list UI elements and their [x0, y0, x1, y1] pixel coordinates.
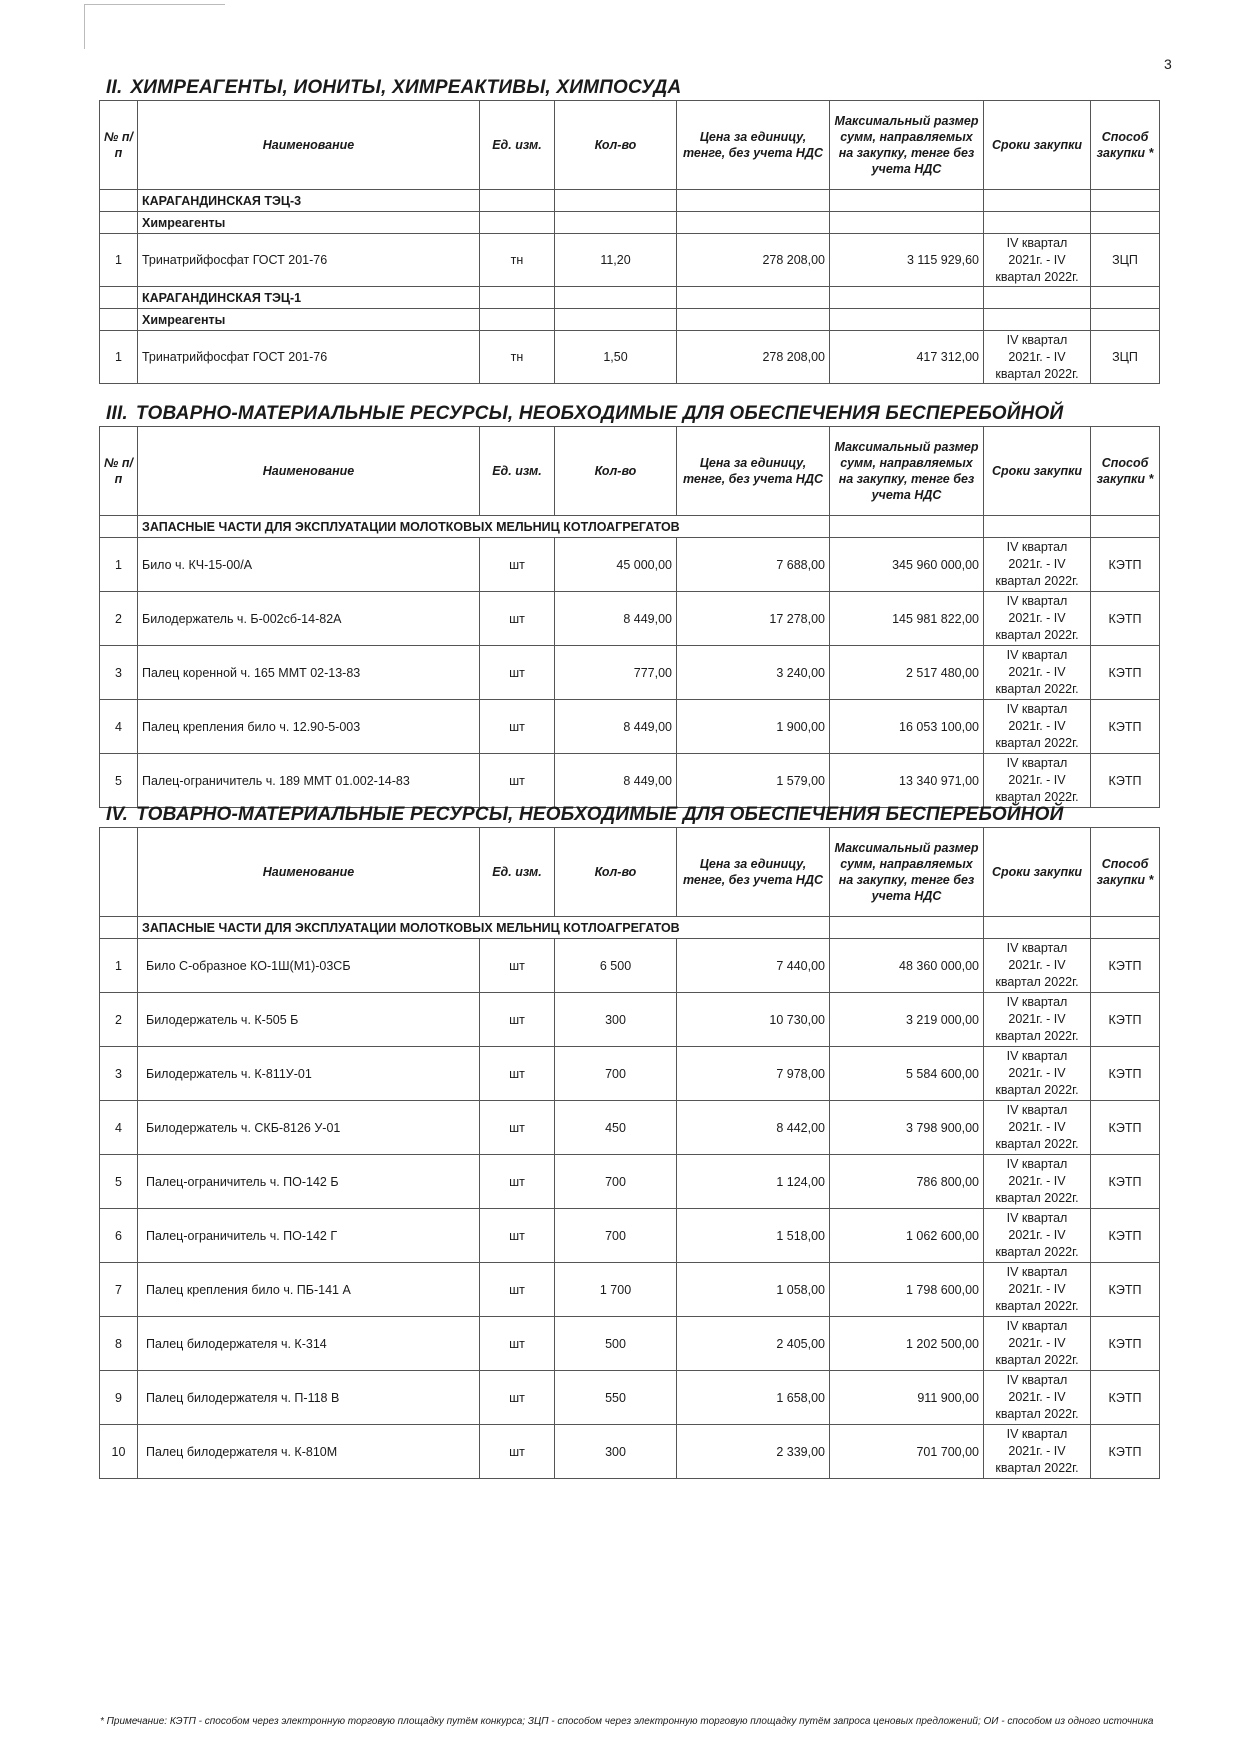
table-row: [100, 993, 1160, 1047]
row-num: 1: [100, 331, 138, 384]
group-label: КАРАГАНДИНСКАЯ ТЭЦ-1: [138, 287, 480, 309]
table-row: [100, 538, 1160, 592]
row-num: 2: [100, 993, 138, 1047]
row-unit: шт: [480, 1371, 555, 1425]
row-method: КЭТП: [1091, 754, 1160, 808]
row-method: КЭТП: [1091, 700, 1160, 754]
row-sum: 1 062 600,00: [830, 1209, 984, 1263]
row-sum: 3 115 929,60: [830, 234, 984, 287]
row-price: 2 405,00: [677, 1317, 830, 1371]
col-term-header: Сроки закупки: [984, 427, 1091, 516]
row-name: Билодержатель ч. К-811У-01: [138, 1047, 480, 1101]
row-term: IV квартал 2021г. - IV квартал 2022г.: [984, 331, 1091, 384]
row-num: 5: [100, 754, 138, 808]
row-unit: шт: [480, 538, 555, 592]
col-qty-header: Кол-во: [555, 101, 677, 190]
row-price: 10 730,00: [677, 993, 830, 1047]
row-sum: 701 700,00: [830, 1425, 984, 1479]
section-2-number: II.: [106, 77, 123, 98]
row-term: IV квартал 2021г. - IV квартал 2022г.: [984, 1371, 1091, 1425]
subgroup-row: [100, 212, 1160, 234]
table-row: [100, 646, 1160, 700]
row-price: 1 058,00: [677, 1263, 830, 1317]
row-method: КЭТП: [1091, 993, 1160, 1047]
row-term: IV квартал 2021г. - IV квартал 2022г.: [984, 1101, 1091, 1155]
table-row: [100, 592, 1160, 646]
group-row: [100, 190, 1160, 212]
table-row: [100, 1425, 1160, 1479]
col-price-header: Цена за единицу, тенге, без учета НДС: [677, 427, 830, 516]
row-qty: 500: [555, 1317, 677, 1371]
row-name: Палец-ограничитель ч. ПО-142 Б: [138, 1155, 480, 1209]
row-qty: 700: [555, 1155, 677, 1209]
col-price-header: Цена за единицу, тенге, без учета НДС: [677, 828, 830, 917]
row-unit: шт: [480, 1155, 555, 1209]
row-qty: 8 449,00: [555, 754, 677, 808]
col-unit-header: Ед. изм.: [480, 427, 555, 516]
row-num: 5: [100, 1155, 138, 1209]
table-row: [100, 1263, 1160, 1317]
group-label: ЗАПАСНЫЕ ЧАСТИ ДЛЯ ЭКСПЛУАТАЦИИ МОЛОТКОВЫХ МЕЛЬНИЦ КОТЛОАГРЕГАТОВ: [138, 917, 830, 939]
row-sum: 48 360 000,00: [830, 939, 984, 993]
row-sum: 911 900,00: [830, 1371, 984, 1425]
row-num: 3: [100, 1047, 138, 1101]
row-unit: тн: [480, 234, 555, 287]
row-method: КЭТП: [1091, 939, 1160, 993]
row-method: ЗЦП: [1091, 234, 1160, 287]
table-row: [100, 939, 1160, 993]
row-method: КЭТП: [1091, 1155, 1160, 1209]
row-method: КЭТП: [1091, 1101, 1160, 1155]
row-term: IV квартал 2021г. - IV квартал 2022г.: [984, 754, 1091, 808]
col-unit-header: Ед. изм.: [480, 828, 555, 917]
group-label: ЗАПАСНЫЕ ЧАСТИ ДЛЯ ЭКСПЛУАТАЦИИ МОЛОТКОВЫХ МЕЛЬНИЦ КОТЛОАГРЕГАТОВ: [138, 516, 830, 538]
row-unit: шт: [480, 1101, 555, 1155]
row-name: Палец билодержателя ч. К-810М: [138, 1425, 480, 1479]
row-unit: шт: [480, 1263, 555, 1317]
row-qty: 6 500: [555, 939, 677, 993]
row-qty: 8 449,00: [555, 592, 677, 646]
subgroup-label: Химреагенты: [138, 212, 480, 234]
row-term: IV квартал 2021г. - IV квартал 2022г.: [984, 538, 1091, 592]
row-unit: шт: [480, 1425, 555, 1479]
row-name: Било С-образное КО-1Ш(М1)-03СБ: [138, 939, 480, 993]
row-qty: 700: [555, 1209, 677, 1263]
row-sum: 345 960 000,00: [830, 538, 984, 592]
row-num: 4: [100, 700, 138, 754]
row-price: 1 658,00: [677, 1371, 830, 1425]
row-qty: 8 449,00: [555, 700, 677, 754]
row-name: Било ч. КЧ-15-00/А: [138, 538, 480, 592]
row-price: 1 124,00: [677, 1155, 830, 1209]
section-4-number: IV.: [106, 804, 129, 825]
row-unit: тн: [480, 331, 555, 384]
row-num: 1: [100, 234, 138, 287]
row-term: IV квартал 2021г. - IV квартал 2022г.: [984, 234, 1091, 287]
row-qty: 450: [555, 1101, 677, 1155]
row-qty: 300: [555, 993, 677, 1047]
row-num: 9: [100, 1371, 138, 1425]
row-sum: 786 800,00: [830, 1155, 984, 1209]
group-row: [100, 287, 1160, 309]
row-term: IV квартал 2021г. - IV квартал 2022г.: [984, 1047, 1091, 1101]
row-num: 6: [100, 1209, 138, 1263]
row-term: IV квартал 2021г. - IV квартал 2022г.: [984, 939, 1091, 993]
row-term: IV квартал 2021г. - IV квартал 2022г.: [984, 592, 1091, 646]
row-method: КЭТП: [1091, 646, 1160, 700]
table-section-3: [99, 426, 1160, 808]
col-num-header: № п/п: [100, 101, 138, 190]
col-qty-header: Кол-во: [555, 427, 677, 516]
col-name-header: Наименование: [138, 427, 480, 516]
row-term: IV квартал 2021г. - IV квартал 2022г.: [984, 1317, 1091, 1371]
row-unit: шт: [480, 993, 555, 1047]
page-number: 3: [1164, 56, 1172, 72]
row-name: Билодержатель ч. К-505 Б: [138, 993, 480, 1047]
row-unit: шт: [480, 1209, 555, 1263]
row-sum: 2 517 480,00: [830, 646, 984, 700]
table-row: [100, 700, 1160, 754]
table-row: [100, 1155, 1160, 1209]
footnote: * Примечание: КЭТП - способом через электронную торговую площадку путём конкурса; ЗЦП - способом через электронную торговую площадку путём запроса ценовых предложений; ОИ - способом из одного источника: [100, 1716, 1154, 1727]
row-method: ЗЦП: [1091, 331, 1160, 384]
row-name: Палец билодержателя ч. П-118 В: [138, 1371, 480, 1425]
row-name: Тринатрийфосфат ГОСТ 201-76: [138, 234, 480, 287]
section-4-heading: ТОВАРНО-МАТЕРИАЛЬНЫЕ РЕСУРСЫ, НЕОБХОДИМЫЕ ДЛЯ ОБЕСПЕЧЕНИЯ БЕСПЕРЕБОЙНОЙ: [136, 804, 1064, 825]
row-name: Тринатрийфосфат ГОСТ 201-76: [138, 331, 480, 384]
row-price: 1 579,00: [677, 754, 830, 808]
row-term: IV квартал 2021г. - IV квартал 2022г.: [984, 1263, 1091, 1317]
row-unit: шт: [480, 939, 555, 993]
row-qty: 777,00: [555, 646, 677, 700]
col-method-header: Способ закупки *: [1091, 828, 1160, 917]
col-qty-header: Кол-во: [555, 828, 677, 917]
col-name-header: Наименование: [138, 101, 480, 190]
row-num: 1: [100, 538, 138, 592]
row-name: Палец крепления било ч. 12.90-5-003: [138, 700, 480, 754]
row-term: IV квартал 2021г. - IV квартал 2022г.: [984, 1155, 1091, 1209]
table-row: [100, 1209, 1160, 1263]
row-name: Палец-ограничитель ч. ПО-142 Г: [138, 1209, 480, 1263]
row-qty: 1 700: [555, 1263, 677, 1317]
row-sum: 145 981 822,00: [830, 592, 984, 646]
row-num: 10: [100, 1425, 138, 1479]
col-method-header: Способ закупки *: [1091, 427, 1160, 516]
row-method: КЭТП: [1091, 1317, 1160, 1371]
row-name: Палец коренной ч. 165 ММТ 02-13-83: [138, 646, 480, 700]
row-price: 278 208,00: [677, 234, 830, 287]
group-row: [100, 516, 1160, 538]
table-row: [100, 1371, 1160, 1425]
row-price: 2 339,00: [677, 1425, 830, 1479]
row-sum: 13 340 971,00: [830, 754, 984, 808]
row-qty: 1,50: [555, 331, 677, 384]
row-sum: 3 219 000,00: [830, 993, 984, 1047]
row-name: Палец-ограничитель ч. 189 ММТ 01.002-14-83: [138, 754, 480, 808]
subgroup-label: Химреагенты: [138, 309, 480, 331]
row-name: Палец крепления било ч. ПБ-141 А: [138, 1263, 480, 1317]
row-term: IV квартал 2021г. - IV квартал 2022г.: [984, 1425, 1091, 1479]
col-sum-header: Максимальный размер сумм, направляемых на закупку, тенге без учета НДС: [830, 101, 984, 190]
row-qty: 300: [555, 1425, 677, 1479]
row-price: 1 518,00: [677, 1209, 830, 1263]
row-qty: 550: [555, 1371, 677, 1425]
row-term: IV квартал 2021г. - IV квартал 2022г.: [984, 1209, 1091, 1263]
row-term: IV квартал 2021г. - IV квартал 2022г.: [984, 993, 1091, 1047]
section-3-heading: ТОВАРНО-МАТЕРИАЛЬНЫЕ РЕСУРСЫ, НЕОБХОДИМЫЕ ДЛЯ ОБЕСПЕЧЕНИЯ БЕСПЕРЕБОЙНОЙ: [135, 403, 1064, 424]
table-section-4: [99, 827, 1160, 1479]
row-unit: шт: [480, 1047, 555, 1101]
row-name: Палец билодержателя ч. К-314: [138, 1317, 480, 1371]
row-method: КЭТП: [1091, 538, 1160, 592]
table-row: [100, 754, 1160, 808]
section-2-heading: ХИМРЕАГЕНТЫ, ИОНИТЫ, ХИМРЕАКТИВЫ, ХИМПОСУДА: [130, 77, 682, 98]
section-3-title: [106, 403, 1063, 425]
row-unit: шт: [480, 700, 555, 754]
row-term: IV квартал 2021г. - IV квартал 2022г.: [984, 646, 1091, 700]
row-price: 17 278,00: [677, 592, 830, 646]
row-name: Билодержатель ч. Б-002сб-14-82А: [138, 592, 480, 646]
row-num: 3: [100, 646, 138, 700]
col-unit-header: Ед. изм.: [480, 101, 555, 190]
row-unit: шт: [480, 754, 555, 808]
col-sum-header: Максимальный размер сумм, направляемых на закупку, тенге без учета НДС: [830, 427, 984, 516]
row-term: IV квартал 2021г. - IV квартал 2022г.: [984, 700, 1091, 754]
group-label: КАРАГАНДИНСКАЯ ТЭЦ-3: [138, 190, 480, 212]
row-qty: 700: [555, 1047, 677, 1101]
row-unit: шт: [480, 592, 555, 646]
group-row: [100, 917, 1160, 939]
col-method-header: Способ закупки *: [1091, 101, 1160, 190]
row-unit: шт: [480, 1317, 555, 1371]
row-sum: 1 202 500,00: [830, 1317, 984, 1371]
subgroup-row: [100, 309, 1160, 331]
row-num: 8: [100, 1317, 138, 1371]
row-price: 1 900,00: [677, 700, 830, 754]
row-sum: 5 584 600,00: [830, 1047, 984, 1101]
row-unit: шт: [480, 646, 555, 700]
row-num: 1: [100, 939, 138, 993]
table-row: [100, 1047, 1160, 1101]
row-num: 4: [100, 1101, 138, 1155]
row-price: 278 208,00: [677, 331, 830, 384]
row-method: КЭТП: [1091, 1371, 1160, 1425]
row-price: 7 688,00: [677, 538, 830, 592]
table-row: [100, 331, 1160, 384]
section-3-number: III.: [106, 403, 128, 424]
section-2-title: [106, 77, 681, 99]
row-num: 2: [100, 592, 138, 646]
row-price: 8 442,00: [677, 1101, 830, 1155]
col-term-header: Сроки закупки: [984, 101, 1091, 190]
row-price: 3 240,00: [677, 646, 830, 700]
row-method: КЭТП: [1091, 1047, 1160, 1101]
row-method: КЭТП: [1091, 592, 1160, 646]
col-name-header: Наименование: [138, 828, 480, 917]
row-method: КЭТП: [1091, 1425, 1160, 1479]
row-sum: 417 312,00: [830, 331, 984, 384]
row-qty: 11,20: [555, 234, 677, 287]
row-sum: 3 798 900,00: [830, 1101, 984, 1155]
table-section-2: [99, 100, 1160, 384]
row-method: КЭТП: [1091, 1209, 1160, 1263]
col-term-header: Сроки закупки: [984, 828, 1091, 917]
row-sum: 1 798 600,00: [830, 1263, 984, 1317]
scan-corner-mark: [84, 4, 225, 49]
row-price: 7 978,00: [677, 1047, 830, 1101]
row-qty: 45 000,00: [555, 538, 677, 592]
row-price: 7 440,00: [677, 939, 830, 993]
section-4-title: [106, 804, 1064, 826]
row-sum: 16 053 100,00: [830, 700, 984, 754]
table-row: [100, 1101, 1160, 1155]
table-row: [100, 234, 1160, 287]
row-method: КЭТП: [1091, 1263, 1160, 1317]
table-row: [100, 1317, 1160, 1371]
row-num: 7: [100, 1263, 138, 1317]
row-name: Билодержатель ч. СКБ-8126 У-01: [138, 1101, 480, 1155]
col-num-header: № п/п: [100, 427, 138, 516]
col-num-header: [100, 828, 138, 917]
col-sum-header: Максимальный размер сумм, направляемых на закупку, тенге без учета НДС: [830, 828, 984, 917]
col-price-header: Цена за единицу, тенге, без учета НДС: [677, 101, 830, 190]
